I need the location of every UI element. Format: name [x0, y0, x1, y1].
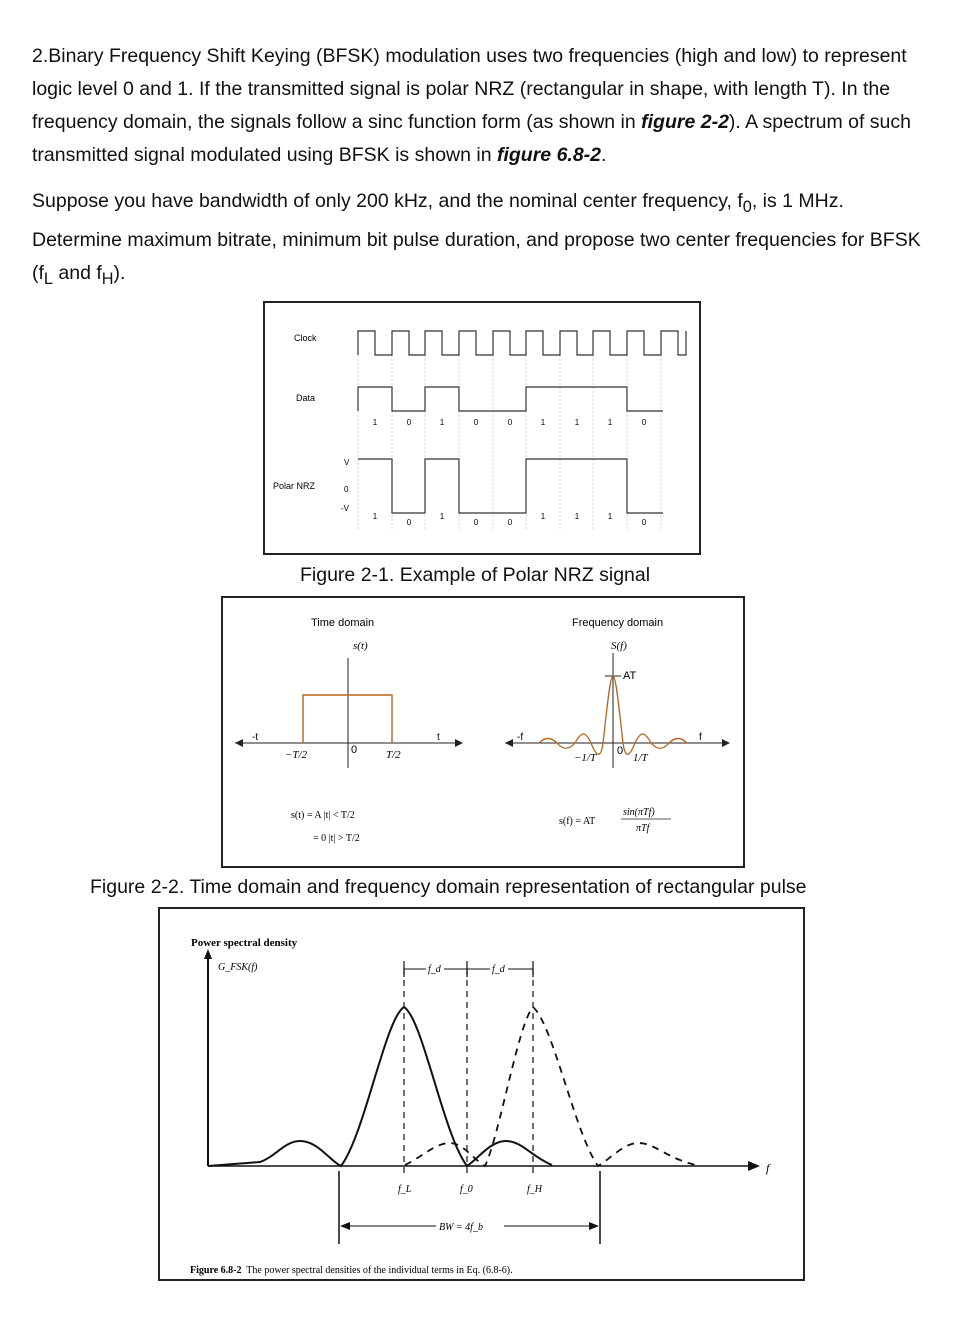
svg-text:0: 0 [406, 418, 412, 427]
bfsk-psd-diagram [160, 909, 803, 1279]
time-zero-label: 0 [351, 744, 358, 756]
neg-t-label: -t [252, 732, 259, 743]
svg-text:1: 1 [372, 512, 378, 521]
bw-label: BW = 4f_b [439, 1222, 483, 1233]
level-zero-label: 0 [344, 485, 349, 494]
figure-6-8-2-caption [190, 1265, 513, 1276]
svg-text:1: 1 [439, 418, 445, 427]
psd-axis-up-arrow-icon [204, 949, 212, 959]
p2-sub-0: 0 [742, 197, 752, 216]
svg-text:1: 1 [540, 512, 546, 521]
frequency-axis-label: f [766, 1161, 770, 1175]
neg-inv-t-label: −1/T [574, 752, 597, 764]
svg-text:0: 0 [641, 418, 647, 427]
svg-text:1: 1 [540, 418, 546, 427]
svg-text:1: 1 [574, 512, 580, 521]
problem-paragraph-2 [32, 185, 937, 296]
svg-text:0: 0 [406, 518, 412, 527]
problem-paragraph-1 [32, 40, 937, 172]
p1-text-2: ). A spectrum of such transmitted signal modulated using BFSK is shown in [32, 111, 912, 166]
data-waveform [358, 387, 663, 411]
fH-label: f_H [527, 1184, 542, 1195]
p2-sub-H: H [101, 269, 114, 288]
figure-ref-2-2: figure 2-2 [641, 111, 729, 133]
svg-text:0: 0 [641, 518, 647, 527]
clock-label: Clock [294, 333, 317, 343]
data-bit-labels [373, 418, 647, 427]
time-axis-right-arrow-icon [455, 739, 463, 747]
figure-2-2-caption: Figure 2-2. Time domain and frequency domain representation of rectangular pulse [90, 876, 807, 898]
time-axis-left-arrow-icon [235, 739, 243, 747]
time-fn-label: s(t) [353, 640, 368, 652]
fd-label-1: f_d [428, 964, 441, 975]
level-v-label: V [344, 458, 350, 467]
figure-ref-6-8-2: figure 6.8-2 [496, 144, 602, 166]
p1-text-3: . [601, 144, 607, 166]
pos-inv-t-label: 1/T [633, 752, 648, 764]
p2-text-3: and f [52, 261, 102, 284]
frequency-axis-arrow-icon [748, 1161, 760, 1171]
clock-waveform [358, 331, 686, 355]
polar-nrz-waveform [358, 459, 663, 513]
pos-t-label: t [437, 732, 440, 743]
freq-axis-left-arrow-icon [505, 739, 513, 747]
f0-label: f_0 [460, 1184, 473, 1195]
svg-text:0: 0 [473, 518, 479, 527]
polar-bit-labels [373, 512, 647, 527]
data-label: Data [296, 393, 316, 403]
fL-spectrum-curve [208, 1007, 552, 1166]
figure-6-8-2-bfsk-psd [158, 907, 805, 1281]
freq-eq-numerator: sin(πTf) [623, 807, 655, 818]
bit-grid-lines [358, 331, 661, 529]
freq-axis-right-arrow-icon [722, 739, 730, 747]
figure-2-1-polar-nrz [263, 301, 701, 555]
polar-nrz-label: Polar NRZ [273, 481, 316, 491]
gfsk-label: G_FSK(f) [218, 962, 258, 973]
p2-text-2: , is 1 MHz. Determine maximum bitrate, minimum bit pulse duration, and propose two center frequencies for BFSK (f [32, 190, 921, 284]
bw-right-arrow-icon [589, 1222, 599, 1230]
rect-pulse-diagram [223, 598, 743, 866]
freq-zero-label: 0 [617, 745, 624, 757]
pos-f-label: f [699, 732, 702, 743]
neg-f-label: -f [517, 732, 524, 743]
bw-left-arrow-icon [340, 1222, 350, 1230]
svg-text:0: 0 [473, 418, 479, 427]
p1-text-1: 2.Binary Frequency Shift Keying (BFSK) modulation uses two frequencies (high and low) to represent logic level 0 and 1. If the transmitted signal is polar NRZ (rectangular in shape, with length T). In the frequency domain, the signals follow a sinc function form (as shown in [32, 45, 907, 133]
level-neg-v-label: -V [341, 504, 349, 513]
fH-spectrum-curve [405, 1007, 700, 1166]
svg-text:1: 1 [607, 512, 613, 521]
caption-description: The power spectral densities of the individual terms in Eq. (6.8-6). [241, 1265, 513, 1276]
figure-2-2-rect-pulse [221, 596, 745, 868]
time-domain-title: Time domain [311, 617, 375, 629]
at-label: AT [623, 670, 637, 682]
p2-text-4: ). [113, 261, 126, 284]
svg-text:1: 1 [574, 418, 580, 427]
pos-half-t-label: T/2 [386, 749, 401, 761]
freq-domain-title: Frequency domain [572, 617, 664, 629]
svg-text:1: 1 [607, 418, 613, 427]
p2-sub-L: L [43, 269, 53, 288]
freq-eq-lhs: s(f) = AT [559, 816, 596, 827]
freq-eq-denominator: πTf [636, 823, 650, 834]
time-eq-line1: s(t) = A |t| < T/2 [291, 810, 355, 821]
fL-label: f_L [398, 1184, 412, 1195]
svg-text:0: 0 [507, 518, 513, 527]
psd-label: Power spectral density [191, 937, 298, 949]
fd-label-2: f_d [492, 964, 505, 975]
p2-text-1: Suppose you have bandwidth of only 200 kHz, and the nominal center frequency, f [32, 190, 743, 212]
time-eq-line2: = 0 |t| > T/2 [313, 833, 360, 844]
caption-figure-number: Figure 6.8-2 [190, 1265, 242, 1276]
freq-fn-label: S(f) [611, 640, 627, 652]
svg-text:1: 1 [372, 418, 378, 427]
polar-nrz-diagram [265, 303, 699, 553]
svg-text:1: 1 [439, 512, 445, 521]
figure-2-1-caption: Figure 2-1. Example of Polar NRZ signal [300, 564, 651, 586]
neg-half-t-label: −T/2 [285, 749, 308, 761]
svg-text:0: 0 [507, 418, 513, 427]
